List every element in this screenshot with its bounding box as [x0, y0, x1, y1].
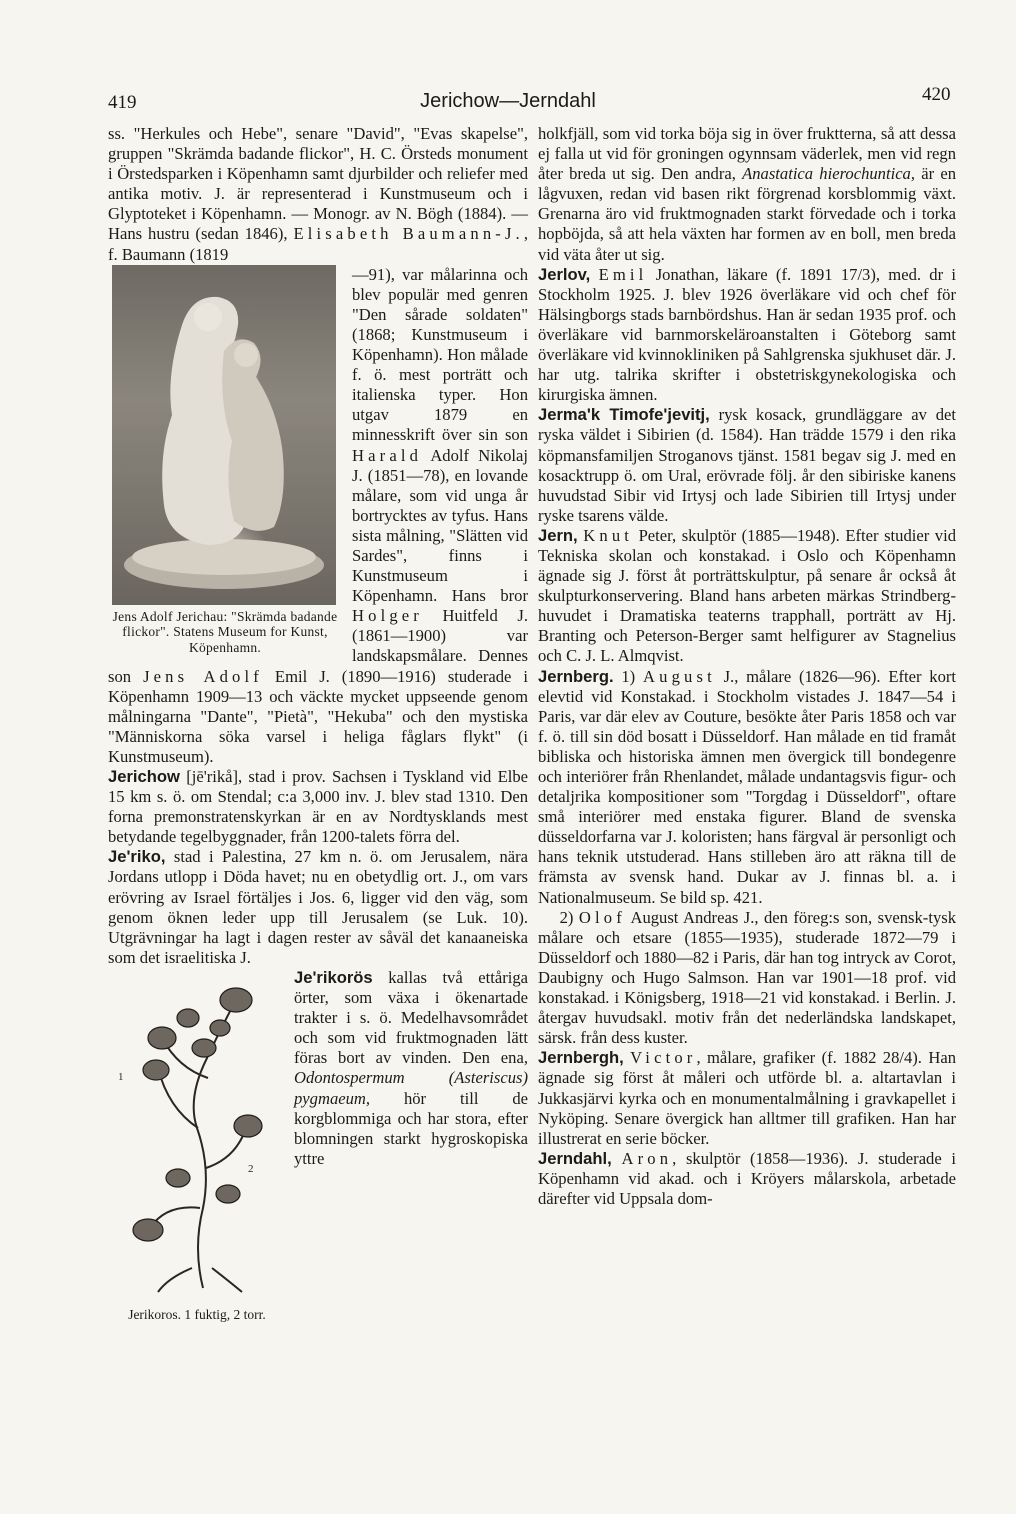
- jerichau-text: [108, 124, 528, 265]
- statue-caption: Jens Adolf Jerichau: "Skrämda badande flickor". Statens Museum for Kunst, Köpenhamn.: [112, 608, 338, 655]
- jerlov-text: Jonathan, läkare (f. 1891 17/3), med. dr i Stockholm 1925. J. blev 1926 överläkare vid och chef för Hälsingborgs stads barnbördshus. Han är sedan 1935 prof. och överläkare vid barnmorskeläroanstalten i Göteborg samt överläkare vid kvinnokliniken på Sahlgrenska sjukhuset där. J. har utg. talrika skrifter i obstetriskgynekologiska och kirurgiska ämnen.: [538, 264, 956, 405]
- running-head: Jerichow—Jerndahl: [420, 90, 596, 112]
- holger-name: Holger: [352, 606, 423, 626]
- jernbergh-text: , målare, grafiker (f. 1882 28/4). Han ägnade sig först åt måleri och utförde bl. a. altartavlan i Jukkasjärvi kyrka och en monumentalmålning i gravkapellet i Nyköping. Senare övergick han alltmer till grafiken. Han har illustrerat en serie böcker.: [538, 1048, 957, 1148]
- right-column: [538, 124, 956, 1209]
- entry-jeriko: [108, 847, 528, 968]
- aron-name: Aron: [621, 1148, 673, 1168]
- jern-name: Knut: [583, 525, 634, 545]
- august-name: August: [642, 666, 716, 686]
- elisabeth-name: Elisabeth Baumann-J.: [293, 224, 524, 244]
- headword-jerndahl: Jerndahl,: [538, 1148, 612, 1168]
- entry-jernberg-2: [538, 908, 956, 1049]
- harald-name: Harald: [352, 445, 423, 465]
- page-number-right: 420: [922, 84, 951, 105]
- jernberg-number-2: 2): [559, 907, 579, 927]
- jerikoros-continued: [538, 124, 956, 265]
- entry-jerlov: [538, 265, 956, 406]
- plant-label-1: 1: [118, 1070, 124, 1083]
- statue-photo: [112, 265, 336, 605]
- entry-jernberg: [538, 667, 956, 908]
- jernberg-number-1: 1): [613, 666, 643, 686]
- entry-jerichow: [108, 767, 528, 847]
- jernberg-text-2: August Andreas J., den föreg:s son, svensk-tysk målare och etsare (1855—1935), studerade 1872—79 i Düsseldorf och 1880—82 i Paris, där han tog intryck av Corot, Daubigny och Hugo Salmson. Han var 1901—18 prof. vid konstakad. i Königsberg, 1918—21 vid konstakad. i Berlin. J. återgav huvudsakl. motiv från det nederländska landskapet, särsk. från dess kuster.: [538, 907, 956, 1048]
- entry-jermak: [538, 405, 956, 526]
- jeriko-text: stad i Palestina, 27 km n. ö. om Jerusalem, nära Jordans utlopp i Döda havet; nu en obetydlig ort. J., om vars erövring av Israel förtäljes i Jos. 6, ligger vid den väg, som genom öknen leder upp till Jerusalem (se Luk. 10). Utgrävningar ha lagt i dagen rester av såväl det kanaaneiska som det israelitiska J.: [108, 847, 528, 967]
- victor-name: Victor: [630, 1048, 697, 1068]
- entry-jerndahl: [538, 1149, 956, 1209]
- statue-image: [112, 265, 336, 605]
- elisabeth-text-4: Emil J. (1890—1916) studerade i Köpenhamn 1909—13 och väckte mycket uppseende genom målningarna "Dante", "Pietà", "Hekuba" och den mystiska "Människorna söka varsel i heliga fåglars flykt" (i Kunstmuseum).: [108, 666, 529, 766]
- elisabeth-text-2: Adolf Nikolaj J. (1851—78), en lovande målare, som vid unga år bortrycktes av tyfus. Hans sista målning, "Slätten vid Sardes", finns i Kunstmuseum i Köpenhamn. Hans bror: [352, 445, 528, 606]
- jens-adolf-name: Jens Adolf: [143, 666, 263, 686]
- jerikoros-cont-1: holkfjäll, som vid torka böja sig in över fruktterna, så att dessa ej falla ut vid för groningen ogynnsam väderlek, men vid regn åter breda ut sig. Den andra,: [538, 124, 956, 184]
- jernberg-text-1: J., målare (1826—96). Efter kort elevtid vid Konstakad. i Stockholm vistades J. 1847—54 i Paris, var där elev av Couture, besökte åter Paris 1858 och var f. ö. till sin död bosatt i Düsseldorf. Han målade en tid framåt bibliska och historiska ämnen men övergick till bondegenre och interiörer från Rhenlandet, målade undantagsvis figur- och detaljrika kompositioner som "Torgdag i Düsseldorf", oftare små interiörer med enstaka figurer. Bland de svenska düsseldorfarna var J. koloristen; hans färgval är personligt och hans teknik utstuderad. Hans stilleben äro att räkna till de främsta av svensk hand. Dukar av J. finnas bl. a. i Nationalmuseum. Se bild sp. 421.: [538, 666, 957, 907]
- plant-label-2: 2: [248, 1162, 254, 1175]
- olof-name: Olof: [578, 907, 626, 927]
- jerikoros-text-2: hör till de korgblommiga och har stora, efter blomningen starkt hygroskopiska yttre: [294, 1088, 528, 1168]
- jerndahl-text: , skulptör (1858—1936). J. studerade i Köpenhamn vid akad. och i Kröyers målarskola, arbetade därefter vid Uppsala dom-: [538, 1148, 956, 1208]
- plant-caption: Jerikoros. 1 fuktig, 2 torr.: [128, 1307, 266, 1323]
- jerikoros-text-1: kallas två ettåriga örter, som växa i ökenartade trakter i s. ö. Medelhavsområdet och som vid fruktmognaden lätt föras bort av vinden. Den ena,: [294, 967, 528, 1068]
- page-number-left: 419: [108, 92, 137, 113]
- elisabeth-tail: , f. Baumann (1819: [108, 224, 529, 264]
- jerikoros-illustration: [108, 968, 278, 1298]
- elisabeth-text-1: —91), var målarinna och blev populär med genren "Den sårade soldaten" (1868; Kunstmuseum i Köpenhamn). Hon målade f. ö. mest porträtt och italienska typer. Hon utgav 1879 en minnesskrift över sin son: [352, 264, 528, 445]
- entry-jernbergh: [538, 1048, 956, 1148]
- headword-jerikoros: Je'rikorös: [294, 967, 373, 987]
- plant-figure: [108, 968, 286, 1323]
- headword-jern: Jern,: [538, 525, 578, 545]
- odontospermum-species: Odontospermum (Asteriscus) pygmaeum,: [294, 1068, 528, 1108]
- elisabeth-text-3: Huitfeld J. (1861—1900) var landskapsmålare. Dennes son: [108, 606, 528, 686]
- headword-jernberg: Jernberg.: [538, 666, 614, 686]
- jerichau-text-1: ss. "Herkules och Hebe", senare "David", "Evas skapelse", gruppen "Skrämda badande flickor", H. C. Örsteds monument i Örstedsparken i Köpenhamn samt djurbilder och reliefer med antika motiv. J. är representerad i Kunstmuseum och i Glyptoteket i Köpenhamn. — Monogr. av N. Bögh (1884). — Hans hustru (sedan 1846),: [108, 124, 528, 244]
- entry-jern: [538, 526, 956, 667]
- headword-jerlov: Jerlov,: [538, 264, 591, 284]
- jerichow-text: [jē'rikå], stad i prov. Sachsen i Tyskland vid Elbe 15 km s. ö. om Stendal; c:a 3,000 inv. J. blev stad 1310. Den forna premonstratenskyrkan är en av Nordtysklands mest betydande tegelbyggnader, från 1200-talets förra del.: [108, 767, 528, 847]
- headword-jermak: Jerma'k Timofe'jevitj,: [538, 405, 710, 425]
- anastatica-species: Anastatica hierochuntica,: [742, 164, 916, 184]
- jerikoros-cont-2: är en lågvuxen, redan vid basen rikt förgrenad korsblommig växt. Grenarna äro vid fruktmognaden starkt förvedade och i torka hopböjda, så att hela växten har formen av en boll, men breda vid väta åter ut sig.: [538, 164, 957, 264]
- jern-text: Peter, skulptör (1885—1948). Efter studier vid Tekniska skolan och konstakad. i Oslo och Köpenhamn ägnade sig J. först åt porträttskulptur, på senare år också åt skulpturkonservering. Bland hans arbeten märkas Strindberg-huvudet i Dramatiska teaterns trapphall, porträtt av Hj. Branting och Peterson-Berger samt helfigurer av Stagnelius och C. J. L. Almqvist.: [538, 525, 957, 666]
- statue-figure: [108, 265, 342, 656]
- jermak-text: rysk kosack, grundläggare av det ryska väldet i Sibirien (d. 1584). Han trädde 1579 i den rika köpmansfamiljen Stroganovs tjänst. 1581 begav sig J. med en kosacktrupp ö. om Ural, erövrade följ. år den sibiriske kanens huvudstad Sibir vid Irtysj och lade Sibirien till Irtysj under ryske tsarens välde.: [538, 405, 956, 525]
- headword-jeriko: Je'riko,: [108, 847, 166, 867]
- left-column: [108, 124, 528, 1323]
- headword-jerichow: Jerichow: [108, 767, 180, 786]
- headword-jernbergh: Jernbergh,: [538, 1048, 624, 1068]
- jerlov-name: Emil: [598, 264, 648, 284]
